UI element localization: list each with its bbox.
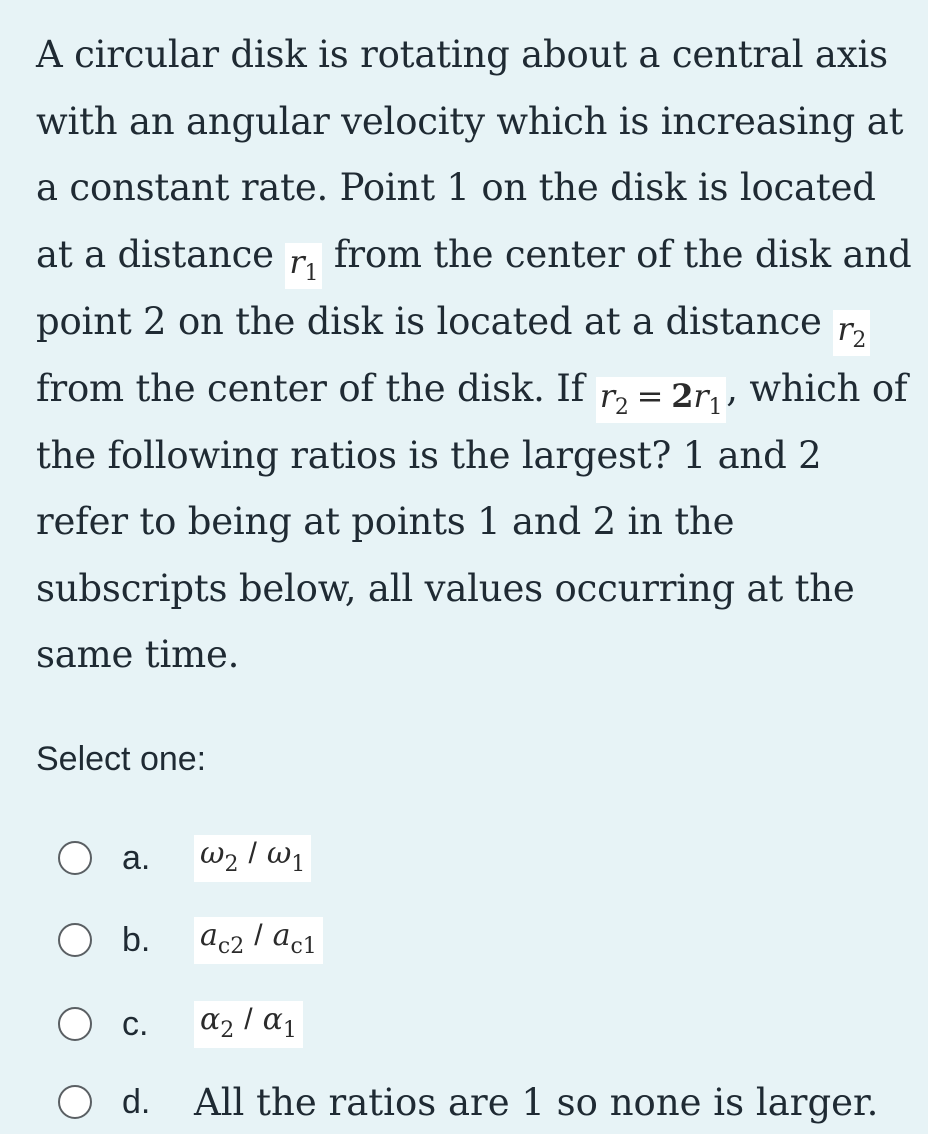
option-c-ratio — [194, 1001, 303, 1048]
option-b-numerator-subscript: c2 — [217, 933, 245, 959]
question-text-part-1: A circular disk is rotating about a central axis with an angular velocity which is increasing at a constant rate. Point 1 on the disk is located at a distance — [36, 33, 904, 276]
condition-coefficient: 2 — [671, 376, 694, 415]
option-b-denominator-subscript: c1 — [290, 933, 317, 959]
option-a[interactable] — [58, 828, 311, 888]
option-c-radio[interactable] — [58, 1007, 92, 1041]
option-b[interactable] — [58, 910, 323, 970]
r1-symbol — [285, 243, 322, 289]
option-b-denominator: a — [272, 917, 291, 953]
option-b-ratio — [194, 917, 323, 964]
option-c-letter: c. — [122, 1004, 149, 1043]
r2-symbol — [833, 310, 870, 356]
option-c-numerator-subscript: 2 — [220, 1017, 235, 1043]
r1-subscript: 1 — [304, 260, 319, 286]
r1-variable: r — [289, 242, 305, 281]
option-d-letter: d. — [122, 1082, 151, 1121]
option-c-slash: / — [244, 1002, 253, 1036]
option-a-letter: a. — [122, 838, 151, 877]
option-b-numerator: a — [200, 917, 218, 953]
option-b-radio[interactable] — [58, 923, 92, 957]
option-c[interactable] — [58, 994, 303, 1054]
option-c-numerator: α — [200, 1001, 221, 1037]
option-a-numerator-subscript: 2 — [224, 851, 239, 877]
option-a-denominator: ω — [266, 835, 292, 871]
option-a-ratio — [194, 835, 311, 882]
condition-equation — [596, 377, 727, 423]
option-c-denominator: α — [262, 1001, 283, 1037]
condition-rhs-variable: r — [693, 376, 709, 415]
r2-subscript: 2 — [852, 327, 867, 353]
option-a-numerator: ω — [200, 835, 225, 871]
option-d-text: All the ratios are 1 so none is larger. — [194, 1080, 879, 1124]
r2-variable: r — [837, 309, 853, 348]
option-b-slash: / — [254, 918, 263, 952]
option-a-slash: / — [248, 836, 257, 870]
option-d[interactable] — [58, 1072, 878, 1132]
condition-rhs-subscript: 1 — [708, 394, 723, 420]
option-c-denominator-subscript: 1 — [282, 1017, 297, 1043]
option-a-denominator-subscript: 1 — [291, 851, 306, 877]
condition-lhs-subscript: 2 — [614, 394, 629, 420]
question-text-part-4: , which of the following ratios is the largest? 1 and 2 refer to being at points 1 and 2 in the subscripts below, all values occurring at the same time. — [36, 366, 908, 676]
question-text — [36, 22, 916, 689]
option-a-radio[interactable] — [58, 841, 92, 875]
condition-lhs-variable: r — [599, 376, 615, 415]
equals-sign: = — [636, 376, 664, 415]
select-one-label: Select one: — [36, 740, 207, 778]
question-text-part-3: from the center of the disk. If — [36, 366, 596, 410]
option-b-letter: b. — [122, 920, 151, 959]
option-d-radio[interactable] — [58, 1085, 92, 1119]
question-text-part-2: from the center of the disk and point 2 on the disk is located at a distance — [36, 232, 912, 343]
